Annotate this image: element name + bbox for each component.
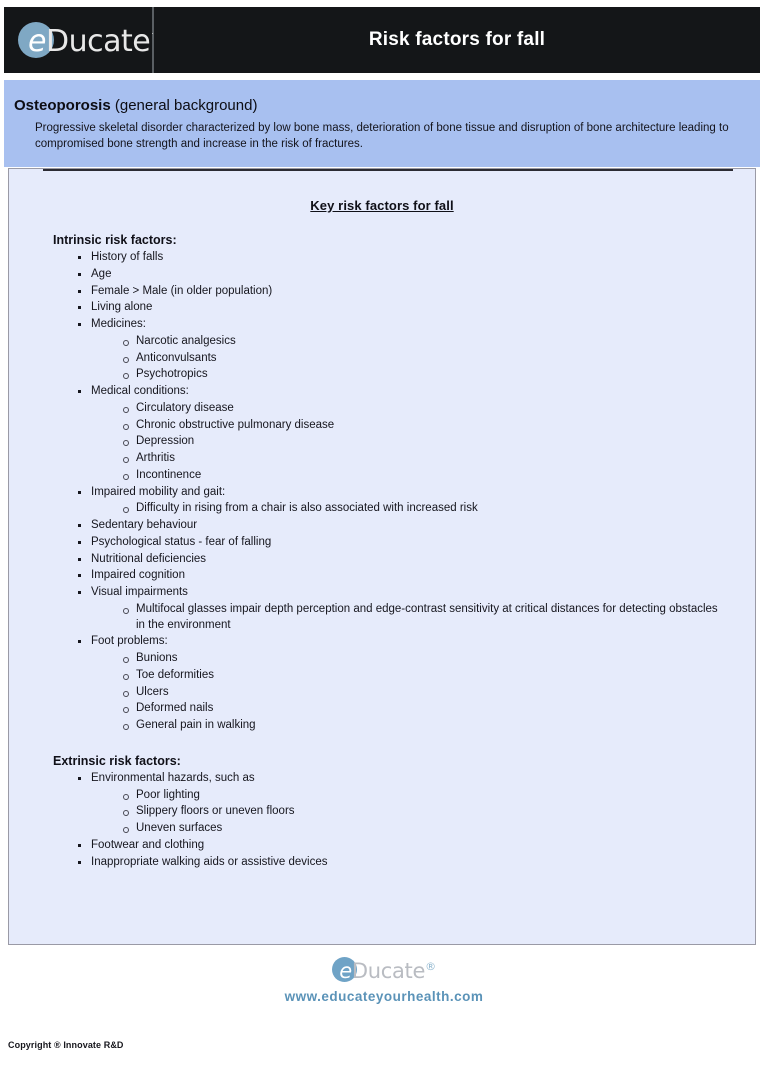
list-item-label: Inappropriate walking aids or assistive devices — [91, 855, 328, 868]
list-item-label: History of falls — [91, 251, 164, 263]
risk-factor-list — [53, 250, 755, 734]
content-box — [8, 168, 756, 945]
logo-letter-e: e — [28, 24, 46, 59]
sub-list-item: Deformed nails — [121, 701, 721, 717]
sub-list — [91, 788, 755, 837]
list-item-label: Impaired cognition — [91, 569, 185, 582]
copyright-text: Copyright ® Innovate R&D — [8, 1040, 124, 1050]
sub-list-item: Depression — [121, 434, 721, 450]
sub-list-item: Difficulty in rising from a chair is also associated with increased risk — [121, 501, 721, 517]
banner-description: Progressive skeletal disorder characterized by low bone mass, deterioration of bone tissue and disruption of bone architecture leading to compromised bone strength and increase in the risk of fractures. — [35, 121, 729, 151]
sub-list-item: Multifocal glasses impair depth perception and edge-contrast sensitivity at critical distances for detecting obstacles in the environment — [121, 602, 721, 634]
list-item-label: Footwear and clothing — [91, 838, 205, 851]
risk-factor-groups — [9, 233, 755, 870]
logo-trademark-icon: ˙ — [150, 33, 155, 43]
footer-logo-wordmark — [332, 952, 436, 986]
list-item-label: Psychological status - fear of falling — [91, 535, 272, 548]
list-item — [75, 300, 755, 316]
sub-list-item: Poor lighting — [121, 788, 721, 804]
list-item-label: Impaired mobility and gait: — [91, 485, 226, 498]
group-heading: Extrinsic risk factors: — [53, 753, 181, 768]
sub-list — [91, 401, 755, 484]
sub-list — [91, 651, 755, 734]
list-item — [75, 552, 755, 568]
sub-list — [91, 501, 755, 517]
list-item — [75, 250, 755, 266]
footer-logo-text-rest: Ducate — [351, 959, 426, 983]
list-item-label: Medicines: — [91, 318, 146, 330]
logo-text-rest: Ducate — [45, 24, 151, 59]
list-item — [75, 855, 755, 871]
header-logo — [4, 7, 154, 73]
list-item-label: Age — [91, 267, 112, 280]
sub-list-item: General pain in walking — [121, 718, 721, 734]
list-item — [75, 585, 755, 633]
sub-list-item: Ulcers — [121, 685, 721, 701]
list-item — [75, 317, 755, 383]
page-title: Risk factors for fall — [368, 29, 546, 50]
list-item-label: Environmental hazards, such as — [91, 771, 255, 784]
sub-list-item: Uneven surfaces — [121, 821, 721, 837]
sub-list-item: Toe deformities — [121, 668, 721, 684]
list-item — [75, 838, 755, 854]
sub-list — [91, 334, 755, 383]
group-heading: Intrinsic risk factors: — [53, 233, 177, 247]
sub-list-item: Chronic obstructive pulmonary disease — [121, 418, 721, 434]
risk-factor-list — [53, 771, 755, 871]
sub-list-item: Slippery floors or uneven floors — [121, 804, 721, 820]
list-item-label: Nutritional deficiencies — [91, 552, 207, 565]
sub-list-item: Psychotropics — [121, 367, 721, 383]
registered-trademark-icon: ® — [425, 960, 436, 973]
content-top-divider — [43, 169, 733, 171]
educate-logo-mark — [18, 18, 154, 62]
list-item — [75, 535, 755, 551]
page-header — [4, 7, 760, 73]
sub-list — [91, 602, 755, 634]
risk-factor-group — [9, 754, 755, 871]
sub-list-item: Incontinence — [121, 468, 721, 484]
sub-list-item: Circulatory disease — [121, 401, 721, 417]
list-item — [75, 634, 755, 734]
sub-list-item: Anticonvulsants — [121, 351, 721, 367]
website-url[interactable]: www.educateyourhealth.com — [284, 989, 484, 1004]
list-item — [75, 485, 755, 518]
list-item-label: Living alone — [91, 301, 153, 314]
footer-logo — [0, 952, 768, 986]
list-item — [75, 284, 755, 300]
list-item-label: Visual impairments — [91, 586, 188, 598]
banner-heading — [14, 97, 746, 116]
header-title-area — [154, 7, 760, 73]
banner-heading-strong: Osteoporosis — [14, 97, 111, 114]
list-item-label: Medical conditions: — [91, 385, 189, 397]
section-title: Key risk factors for fall — [310, 198, 454, 213]
list-item — [75, 568, 755, 584]
sub-list-item: Arthritis — [121, 451, 721, 467]
list-item-label: Sedentary behaviour — [91, 519, 198, 531]
list-item-label: Foot problems: — [91, 635, 168, 648]
logo-wordmark — [18, 16, 154, 64]
risk-factor-group — [9, 233, 755, 734]
list-item — [75, 771, 755, 837]
list-item-label: Female > Male (in older population) — [91, 284, 273, 297]
banner-heading-light: (general background) — [110, 97, 258, 114]
list-item — [75, 267, 755, 283]
sub-list-item: Narcotic analgesics — [121, 334, 721, 350]
list-item — [75, 518, 755, 534]
footer-educate-logo-mark — [332, 954, 436, 984]
list-item — [75, 384, 755, 484]
background-banner — [4, 80, 760, 167]
footer-logo-letter-e: e — [339, 959, 352, 983]
sub-list-item: Bunions — [121, 651, 721, 667]
